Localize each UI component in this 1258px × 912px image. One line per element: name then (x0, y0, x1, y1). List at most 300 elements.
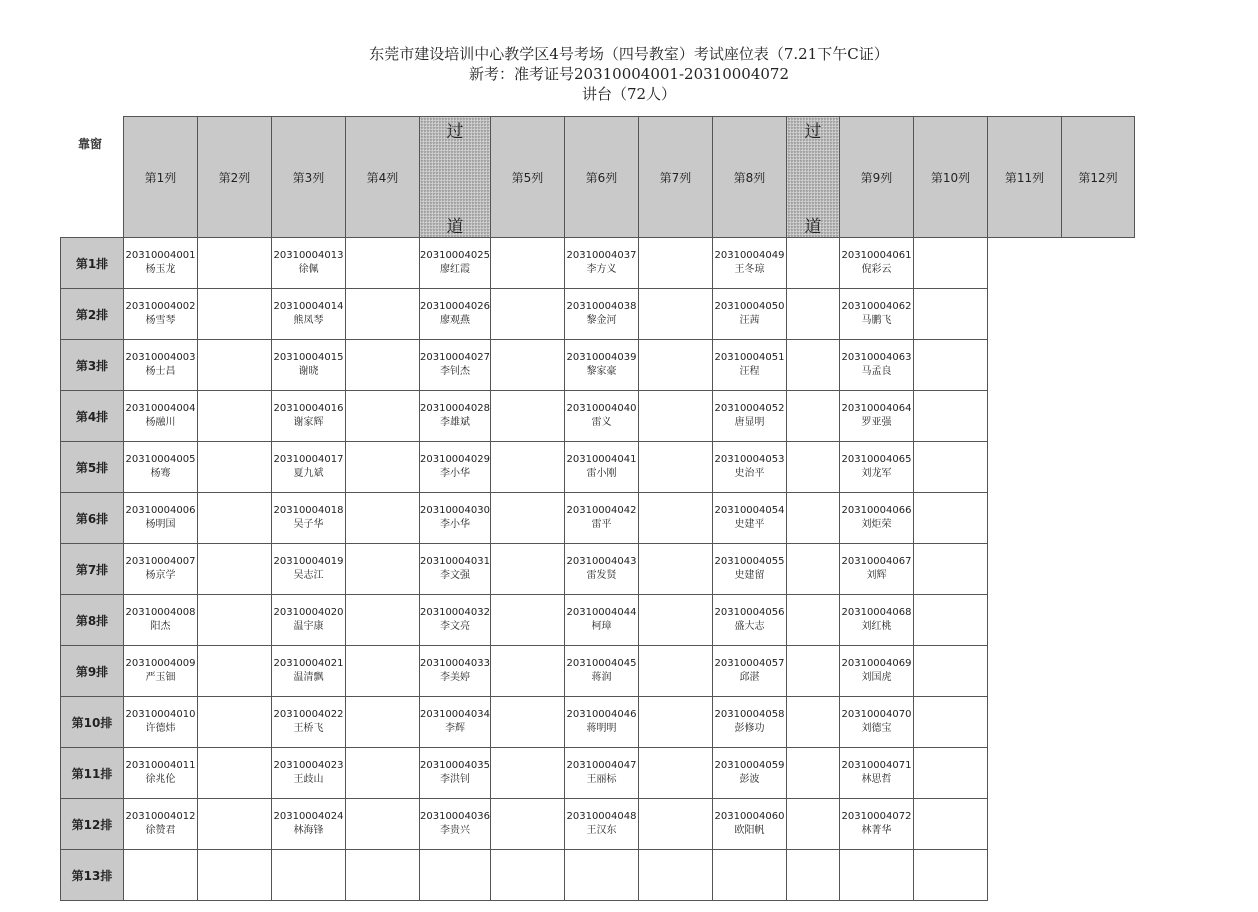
exam-number: 20310004028 (420, 403, 490, 414)
exam-number: 20310004067 (841, 556, 912, 567)
candidate-name: 王桥飞 (293, 723, 324, 734)
candidate-name: 雷发贤 (586, 570, 617, 581)
empty-seat-cell (639, 238, 713, 289)
candidate-name: 吴志江 (293, 570, 324, 581)
seat-cell (565, 544, 639, 595)
column-header: 第7列 (639, 117, 713, 238)
empty-seat-cell (491, 340, 565, 391)
seat-cell (420, 646, 491, 697)
candidate-name: 史治平 (734, 468, 765, 479)
seat-cell (565, 748, 639, 799)
candidate-name: 李辉 (445, 723, 465, 734)
candidate-name: 刘炬荣 (861, 519, 892, 530)
seat-cell (713, 697, 787, 748)
empty-seat-cell (713, 850, 787, 901)
exam-number: 20310004060 (714, 811, 785, 822)
candidate-name: 史建留 (734, 570, 765, 581)
empty-seat-cell (346, 799, 420, 850)
seat-cell (840, 544, 914, 595)
seat-cell (124, 289, 198, 340)
seat-row (61, 340, 1135, 391)
empty-seat-cell (346, 697, 420, 748)
column-header: 第10列 (914, 117, 988, 238)
empty-seat-cell (491, 442, 565, 493)
exam-number: 20310004058 (714, 709, 785, 720)
empty-seat-cell (787, 442, 840, 493)
seat-cell (124, 442, 198, 493)
exam-number: 20310004034 (420, 709, 490, 720)
exam-number: 20310004015 (273, 352, 344, 363)
seat-cell (124, 340, 198, 391)
seat-cell (840, 340, 914, 391)
empty-seat-cell (491, 646, 565, 697)
empty-seat-cell (639, 748, 713, 799)
candidate-name: 徐赞君 (145, 825, 176, 836)
seat-cell (713, 238, 787, 289)
exam-number: 20310004068 (841, 607, 912, 618)
exam-number: 20310004005 (125, 454, 196, 465)
seat-cell (124, 646, 198, 697)
empty-seat-cell (787, 493, 840, 544)
seat-cell (272, 493, 346, 544)
exam-number: 20310004006 (125, 505, 196, 516)
empty-seat-cell (787, 748, 840, 799)
candidate-name: 柯璋 (591, 621, 612, 632)
seat-row (61, 748, 1135, 799)
exam-number: 20310004039 (566, 352, 637, 363)
exam-number: 20310004064 (841, 403, 912, 414)
column-header: 第2列 (198, 117, 272, 238)
empty-seat-cell (491, 493, 565, 544)
candidate-name: 杨京学 (145, 570, 176, 581)
seat-cell (713, 595, 787, 646)
empty-seat-cell (914, 544, 988, 595)
exam-number: 20310004016 (273, 403, 344, 414)
empty-seat-cell (914, 289, 988, 340)
seat-rows (61, 238, 1135, 901)
aisle-label (787, 117, 839, 237)
seat-cell (124, 748, 198, 799)
column-header: 第3列 (272, 117, 346, 238)
seat-row (61, 544, 1135, 595)
empty-seat-cell (491, 850, 565, 901)
candidate-name: 罗亚强 (861, 417, 892, 428)
seat-row (61, 391, 1135, 442)
seat-cell (565, 442, 639, 493)
exam-number: 20310004004 (125, 403, 196, 414)
exam-number: 20310004030 (420, 505, 490, 516)
seat-cell (124, 544, 198, 595)
candidate-name: 王冬琼 (734, 264, 765, 275)
seat-cell (272, 646, 346, 697)
empty-seat-cell (639, 442, 713, 493)
candidate-name: 欧阳帆 (734, 825, 765, 836)
candidate-name: 李方义 (586, 264, 617, 275)
seat-cell (565, 289, 639, 340)
candidate-name: 温宇康 (293, 621, 324, 632)
exam-number: 20310004009 (125, 658, 196, 669)
aisle-1 (420, 117, 491, 238)
empty-seat-cell (346, 544, 420, 595)
exam-number: 20310004045 (566, 658, 637, 669)
aisle-label (420, 117, 490, 237)
candidate-name: 李钊杰 (440, 366, 470, 377)
row-label: 第8排 (61, 595, 124, 646)
empty-seat-cell (787, 850, 840, 901)
candidate-name: 严玉钿 (145, 672, 176, 683)
exam-number: 20310004024 (273, 811, 344, 822)
candidate-name: 蒋润 (591, 672, 612, 683)
candidate-name: 邱湛 (739, 672, 760, 683)
empty-seat-cell (914, 391, 988, 442)
exam-number: 20310004071 (841, 760, 912, 771)
seat-cell (713, 799, 787, 850)
exam-number: 20310004069 (841, 658, 912, 669)
candidate-name: 盛大志 (734, 621, 765, 632)
candidate-name: 林思哲 (861, 774, 892, 785)
seat-cell (565, 238, 639, 289)
candidate-name: 杨雪琴 (145, 315, 176, 326)
seat-cell (713, 289, 787, 340)
seat-cell (713, 748, 787, 799)
candidate-name: 谢晓 (298, 366, 319, 377)
empty-seat-cell (787, 238, 840, 289)
exam-number: 20310004047 (566, 760, 637, 771)
empty-seat-cell (346, 340, 420, 391)
candidate-name: 唐显明 (734, 417, 765, 428)
row-label: 第13排 (61, 850, 124, 901)
seat-cell (420, 799, 491, 850)
exam-number: 20310004032 (420, 607, 490, 618)
seat-cell (420, 595, 491, 646)
corner-cell (61, 117, 124, 238)
seat-cell (272, 748, 346, 799)
row-label: 第11排 (61, 748, 124, 799)
seat-cell (565, 595, 639, 646)
column-header: 第5列 (491, 117, 565, 238)
seat-cell (272, 442, 346, 493)
seat-cell (124, 697, 198, 748)
exam-number: 20310004059 (714, 760, 785, 771)
exam-number: 20310004043 (566, 556, 637, 567)
exam-number: 20310004001 (125, 250, 196, 261)
seat-cell (420, 391, 491, 442)
empty-seat-cell (639, 391, 713, 442)
empty-seat-cell (787, 340, 840, 391)
seat-cell (124, 595, 198, 646)
empty-seat-cell (198, 340, 272, 391)
aisle-char: 过 (804, 122, 822, 142)
row-label: 第12排 (61, 799, 124, 850)
exam-number: 20310004010 (125, 709, 196, 720)
empty-seat-cell (840, 850, 914, 901)
seat-row (61, 289, 1135, 340)
row-label: 第7排 (61, 544, 124, 595)
empty-seat-cell (346, 595, 420, 646)
exam-number: 20310004048 (566, 811, 637, 822)
candidate-name: 杨骞 (150, 468, 171, 479)
candidate-name: 黎家豪 (586, 366, 617, 377)
seat-row (61, 646, 1135, 697)
empty-seat-cell (198, 544, 272, 595)
exam-number: 20310004066 (841, 505, 912, 516)
seat-cell (272, 799, 346, 850)
candidate-name: 雷小刚 (586, 468, 617, 479)
empty-seat-cell (639, 646, 713, 697)
seat-cell (840, 748, 914, 799)
seating-chart-table (60, 116, 1135, 901)
document-title: 东莞市建设培训中心教学区4号考场（四号教室）考试座位表（7.21下午C证） (369, 45, 889, 63)
exam-number: 20310004023 (273, 760, 344, 771)
aisle-2 (787, 117, 840, 238)
seat-row (61, 850, 1135, 901)
candidate-name: 史建平 (734, 519, 765, 530)
candidate-name: 温清飘 (293, 672, 324, 683)
exam-number: 20310004031 (420, 556, 490, 567)
seat-cell (565, 391, 639, 442)
seat-row (61, 697, 1135, 748)
candidate-name: 林菁华 (861, 825, 892, 836)
exam-number: 20310004053 (714, 454, 785, 465)
exam-number: 20310004061 (841, 250, 912, 261)
empty-seat-cell (346, 238, 420, 289)
column-header-row (61, 117, 1135, 238)
empty-seat-cell (787, 544, 840, 595)
exam-number: 20310004013 (273, 250, 344, 261)
candidate-name: 熊凤琴 (293, 315, 324, 326)
empty-seat-cell (346, 748, 420, 799)
exam-number: 20310004022 (273, 709, 344, 720)
exam-number: 20310004007 (125, 556, 196, 567)
empty-seat-cell (198, 289, 272, 340)
seat-cell (420, 748, 491, 799)
seat-row (61, 493, 1135, 544)
seat-cell (840, 646, 914, 697)
candidate-name: 杨玉龙 (145, 264, 176, 275)
exam-number: 20310004037 (566, 250, 637, 261)
empty-seat-cell (914, 442, 988, 493)
empty-seat-cell (914, 238, 988, 289)
candidate-name: 彭修功 (734, 723, 765, 734)
column-header: 第6列 (565, 117, 639, 238)
seat-row (61, 238, 1135, 289)
exam-number: 20310004003 (125, 352, 196, 363)
candidate-name: 王汉东 (586, 825, 617, 836)
seat-cell (565, 697, 639, 748)
empty-seat-cell (198, 493, 272, 544)
empty-seat-cell (491, 799, 565, 850)
empty-seat-cell (787, 595, 840, 646)
empty-seat-cell (346, 493, 420, 544)
exam-number: 20310004019 (273, 556, 344, 567)
candidate-name: 杨明国 (145, 519, 176, 530)
exam-number: 20310004040 (566, 403, 637, 414)
empty-seat-cell (914, 595, 988, 646)
candidate-name: 阳杰 (150, 621, 171, 632)
candidate-name: 马孟良 (861, 366, 892, 377)
seat-cell (124, 238, 198, 289)
seat-cell (272, 289, 346, 340)
document-header (0, 44, 1258, 104)
empty-seat-cell (198, 238, 272, 289)
empty-seat-cell (198, 748, 272, 799)
seat-cell (565, 646, 639, 697)
exam-number: 20310004012 (125, 811, 196, 822)
empty-seat-cell (420, 850, 491, 901)
empty-seat-cell (787, 289, 840, 340)
empty-seat-cell (914, 748, 988, 799)
exam-number: 20310004002 (125, 301, 196, 312)
seat-cell (713, 442, 787, 493)
empty-seat-cell (491, 238, 565, 289)
row-label: 第6排 (61, 493, 124, 544)
seat-cell (420, 238, 491, 289)
aisle-char: 道 (446, 217, 464, 237)
seat-cell (840, 697, 914, 748)
aisle-char: 道 (804, 217, 822, 237)
empty-seat-cell (346, 391, 420, 442)
candidate-name: 雷义 (591, 417, 612, 428)
candidate-name: 徐兆伦 (145, 774, 176, 785)
exam-number: 20310004070 (841, 709, 912, 720)
exam-number: 20310004008 (125, 607, 196, 618)
candidate-name: 蒋明明 (586, 723, 617, 734)
seat-cell (272, 697, 346, 748)
exam-number: 20310004021 (273, 658, 344, 669)
column-header: 第9列 (840, 117, 914, 238)
seat-cell (420, 493, 491, 544)
empty-seat-cell (198, 646, 272, 697)
row-label: 第9排 (61, 646, 124, 697)
seat-cell (840, 799, 914, 850)
empty-seat-cell (787, 391, 840, 442)
seat-cell (713, 340, 787, 391)
exam-number: 20310004014 (273, 301, 344, 312)
candidate-name: 杨融川 (145, 417, 176, 428)
exam-number: 20310004050 (714, 301, 785, 312)
podium-label: 讲台（72人） (581, 85, 677, 103)
row-label: 第3排 (61, 340, 124, 391)
row-label: 第1排 (61, 238, 124, 289)
seat-cell (420, 697, 491, 748)
empty-seat-cell (914, 340, 988, 391)
column-header: 第1列 (124, 117, 198, 238)
seat-row (61, 799, 1135, 850)
seat-cell (840, 442, 914, 493)
candidate-name: 许德炜 (145, 723, 176, 734)
seat-cell (124, 391, 198, 442)
exam-number: 20310004052 (714, 403, 785, 414)
empty-seat-cell (787, 697, 840, 748)
empty-seat-cell (198, 442, 272, 493)
exam-number: 20310004020 (273, 607, 344, 618)
empty-seat-cell (346, 646, 420, 697)
exam-number: 20310004035 (420, 760, 490, 771)
seat-row (61, 442, 1135, 493)
empty-seat-cell (198, 799, 272, 850)
candidate-name: 彭波 (739, 774, 760, 785)
empty-seat-cell (639, 544, 713, 595)
candidate-name: 倪彩云 (861, 264, 892, 275)
exam-number: 20310004038 (566, 301, 637, 312)
window-side-label: 靠窗 (77, 136, 102, 151)
seat-cell (420, 544, 491, 595)
empty-seat-cell (491, 544, 565, 595)
exam-number: 20310004055 (714, 556, 785, 567)
empty-seat-cell (639, 850, 713, 901)
exam-number: 20310004033 (420, 658, 490, 669)
seat-cell (565, 799, 639, 850)
empty-seat-cell (787, 646, 840, 697)
candidate-name: 李洪钊 (440, 774, 470, 785)
candidate-name: 刘德宝 (861, 723, 892, 734)
row-label: 第4排 (61, 391, 124, 442)
candidate-name: 汪程 (739, 366, 760, 377)
seat-cell (124, 493, 198, 544)
candidate-name: 刘红桃 (861, 621, 892, 632)
exam-number: 20310004051 (714, 352, 785, 363)
candidate-name: 李文亮 (440, 621, 470, 632)
empty-seat-cell (914, 799, 988, 850)
candidate-name: 马鹏飞 (861, 315, 892, 326)
seat-cell (713, 493, 787, 544)
seat-cell (272, 238, 346, 289)
column-header: 第8列 (713, 117, 787, 238)
seat-cell (272, 340, 346, 391)
exam-number: 20310004036 (420, 811, 490, 822)
candidate-name: 王歧山 (293, 774, 324, 785)
candidate-name: 李文强 (440, 570, 470, 581)
exam-number: 20310004017 (273, 454, 344, 465)
empty-seat-cell (198, 850, 272, 901)
seat-cell (420, 442, 491, 493)
candidate-name: 刘龙军 (861, 468, 892, 479)
empty-seat-cell (914, 493, 988, 544)
empty-seat-cell (198, 595, 272, 646)
seat-cell (272, 595, 346, 646)
column-header: 第4列 (346, 117, 420, 238)
empty-seat-cell (914, 646, 988, 697)
seat-cell (124, 799, 198, 850)
candidate-name: 刘辉 (866, 570, 887, 581)
exam-number: 20310004018 (273, 505, 344, 516)
exam-number: 20310004042 (566, 505, 637, 516)
empty-seat-cell (491, 289, 565, 340)
empty-seat-cell (491, 595, 565, 646)
empty-seat-cell (124, 850, 198, 901)
row-label: 第2排 (61, 289, 124, 340)
candidate-name: 雷平 (591, 519, 612, 530)
candidate-name: 杨士昌 (145, 366, 176, 377)
exam-number: 20310004056 (714, 607, 785, 618)
aisle-char: 过 (446, 122, 464, 142)
seat-cell (840, 595, 914, 646)
row-label: 第5排 (61, 442, 124, 493)
exam-number: 20310004065 (841, 454, 912, 465)
seat-cell (713, 544, 787, 595)
exam-number: 20310004072 (841, 811, 912, 822)
candidate-name: 李美婷 (440, 672, 470, 683)
empty-seat-cell (346, 850, 420, 901)
empty-seat-cell (639, 493, 713, 544)
candidate-name: 林海锋 (293, 825, 324, 836)
exam-number: 20310004049 (714, 250, 785, 261)
empty-seat-cell (346, 289, 420, 340)
exam-number: 20310004026 (420, 301, 490, 312)
exam-number: 20310004046 (566, 709, 637, 720)
candidate-name: 谢家辉 (293, 417, 324, 428)
empty-seat-cell (639, 595, 713, 646)
